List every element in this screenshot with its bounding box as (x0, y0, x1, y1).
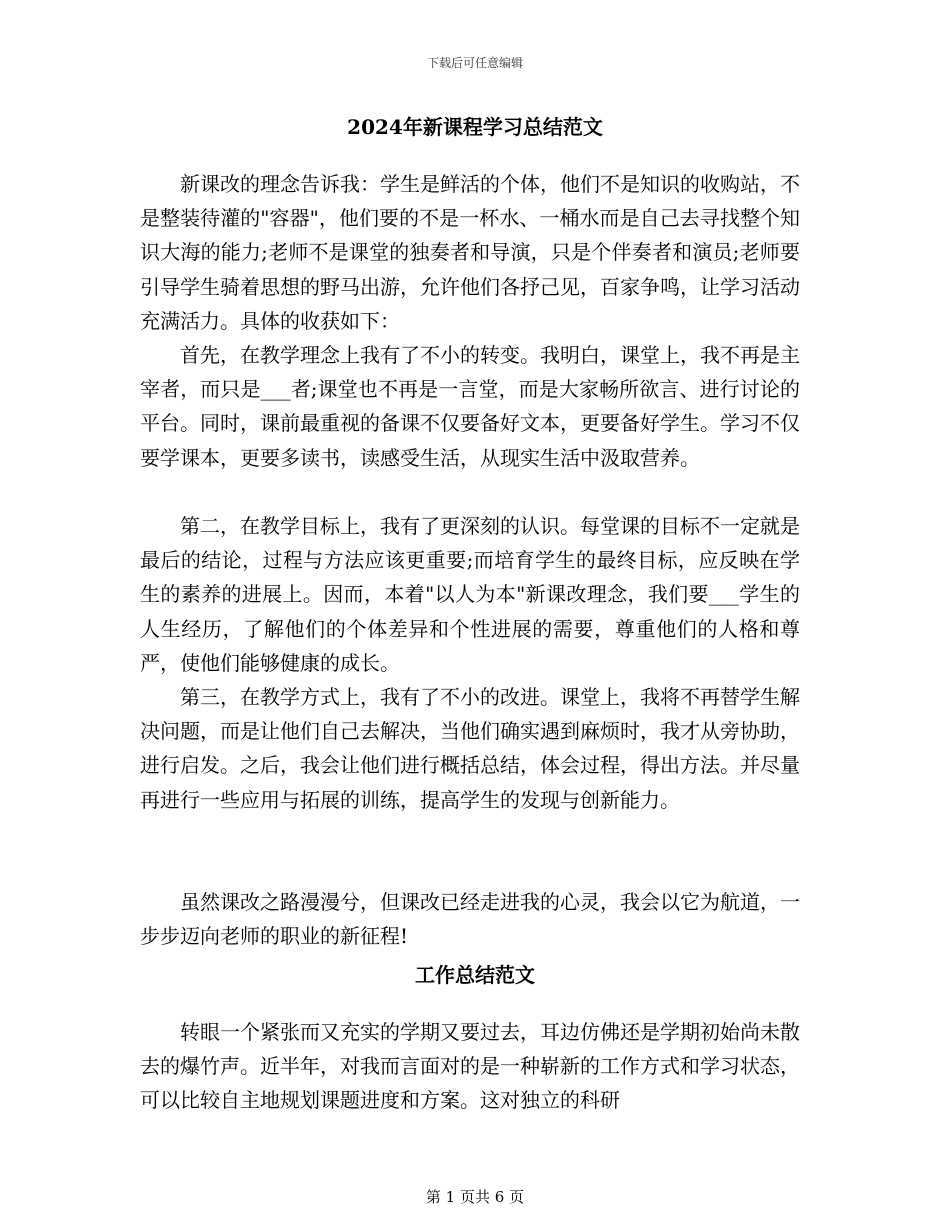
paragraph-first-point: 首先，在教学理念上我有了不小的转变。我明白，课堂上，我不再是主宰者，而只是___者;课堂也不再是一言堂，而是大家畅所欲言、进行讨论的平台。同时，课前最重视的备课不仅要备好文本，更要备好学生。学习不仅要学课本，更要多读书，读感受生活，从现实生活中汲取营养。 (140, 343, 800, 470)
paragraph-section2-intro: 转眼一个紧张而又充实的学期又要过去，耳边仿佛还是学期初始尚未散去的爆竹声。近半年，对我而言面对的是一种崭新的工作方式和学习状态，可以比较自主地规划课题进度和方案。这对独立的科研 (140, 1020, 800, 1113)
page-footer: 第 1 页共 6 页 (425, 1188, 525, 1206)
paragraph-third-point: 第三，在教学方式上，我有了不小的改进。课堂上，我将不再替学生解决问题，而是让他们自己去解决，当他们确实遇到麻烦时，我才从旁协助，进行启发。之后，我会让他们进行概括总结，体会过程，得出方法。并尽量再进行一些应用与拓展的训练，提高学生的发现与创新能力。 (140, 685, 800, 812)
page-header: 下载后可任意编辑 (426, 56, 523, 70)
document-title: 2024年新课程学习总结范文 (347, 115, 603, 139)
paragraph-intro: 新课改的理念告诉我：学生是鲜活的个体，他们不是知识的收购站，不是整装待灌的"容器"，他们要的不是一杯水、一桶水而是自己去寻找整个知识大海的能力;老师不是课堂的独奏者和导演，只是个伴奏者和演员;老师要引导学生骑着思想的野马出游，允许他们各抒己见，百家争鸣，让学习活动充满活力。具体的收获如下： (140, 172, 800, 333)
paragraph-second-point: 第二，在教学目标上，我有了更深刻的认识。每堂课的目标不一定就是最后的结论，过程与方法应该更重要;而培育学生的最终目标，应反映在学生的素养的进展上。因而，本着"以人为本"新课改理念，我们要___学生的人生经历，了解他们的个体差异和个性进展的需要，尊重他们的人格和尊严，使他们能够健康的成长。 (140, 514, 800, 675)
paragraph-conclusion: 虽然课改之路漫漫兮，但课改已经走进我的心灵，我会以它为航道，一步步迈向老师的职业的新征程! (140, 890, 800, 949)
section-title: 工作总结范文 (415, 963, 535, 987)
